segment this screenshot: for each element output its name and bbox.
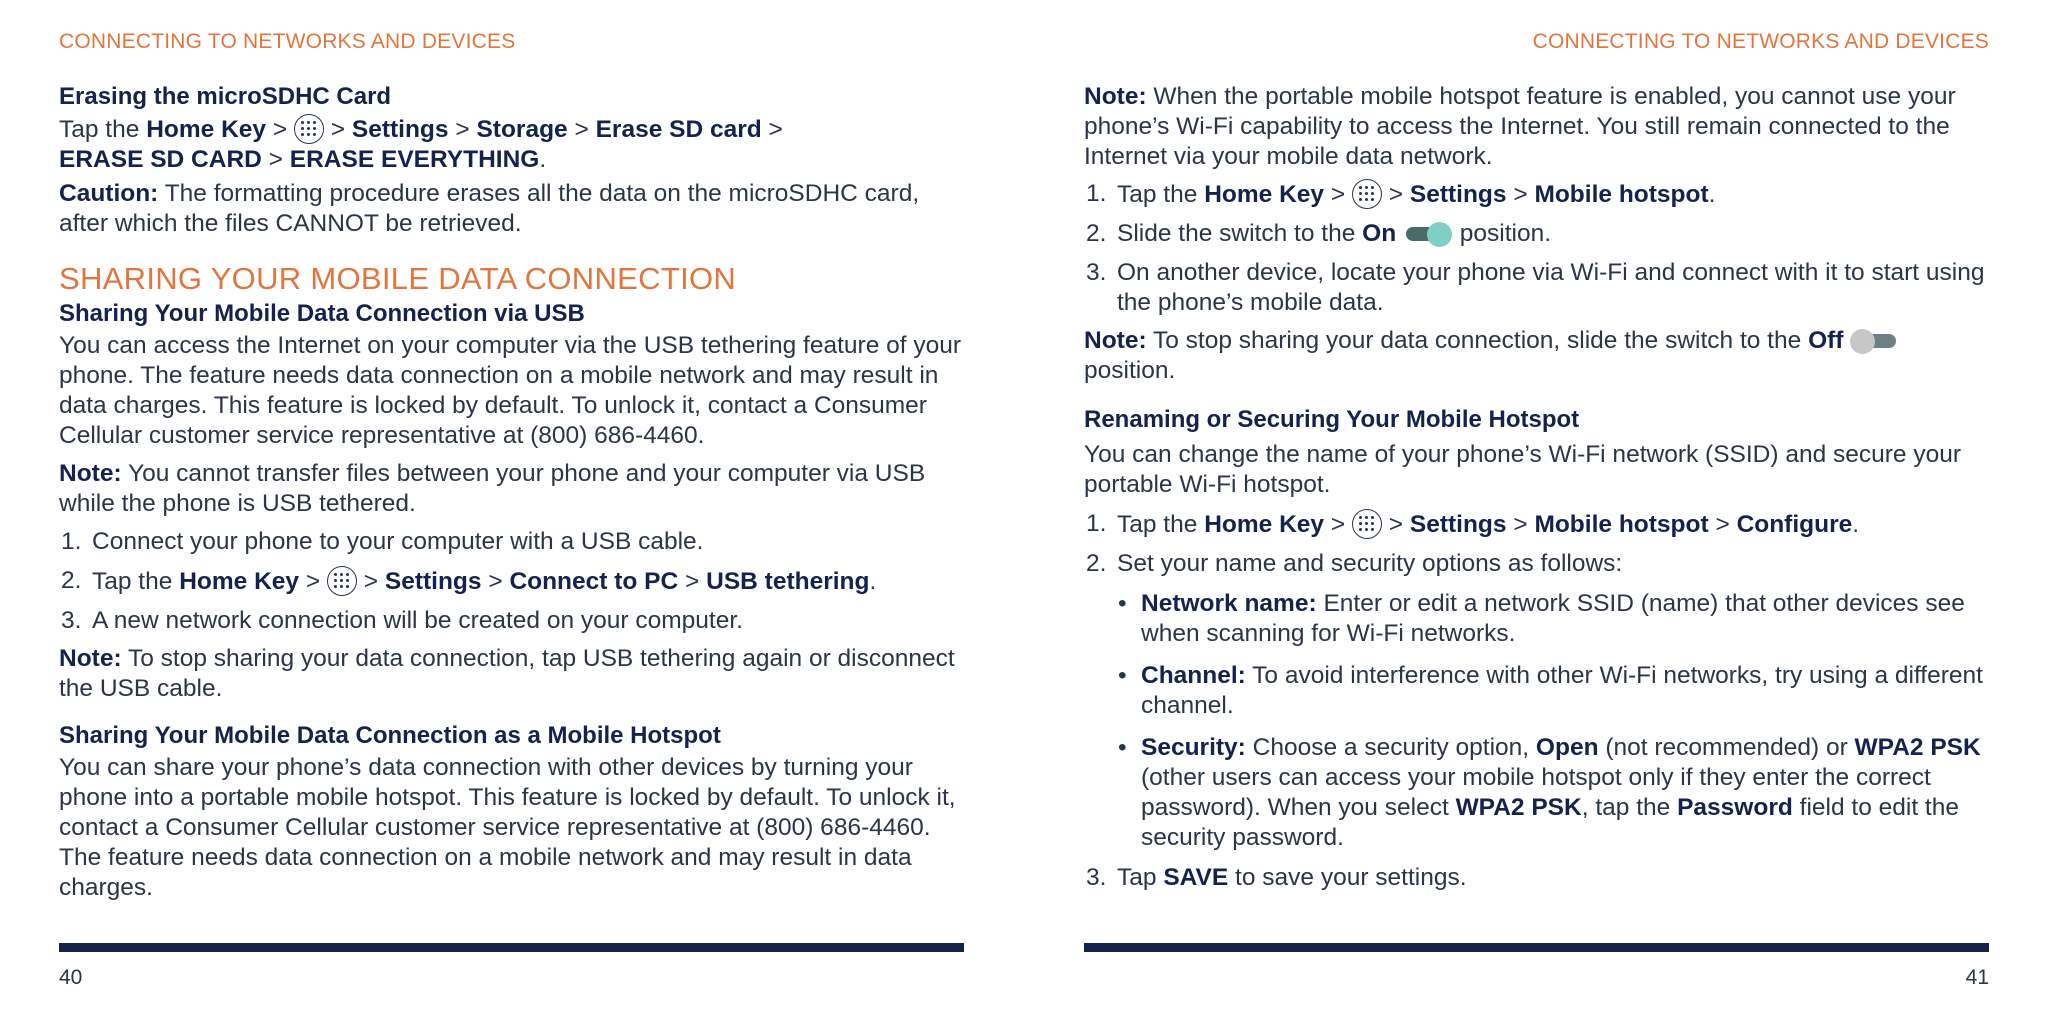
list-item: 1. Tap the Home Key > > Settings > Mobile hotspot.	[1086, 180, 1716, 208]
chapter-section-title: SHARING YOUR MOBILE DATA CONNECTION	[59, 261, 737, 296]
caution-paragraph: Caution: The formatting procedure erases all the data on the microSDHC card, after which the files CANNOT be retrieved.	[59, 180, 920, 237]
footer-rule	[59, 943, 964, 952]
note-paragraph: Note: When the portable mobile hotspot feature is enabled, you cannot use your phone’s Wi-Fi capability to access the Internet. You still remain connected to the Internet via your mobile data network.	[1084, 83, 1956, 170]
steps-list	[1084, 509, 1989, 579]
section-heading: Sharing Your Mobile Data Connection as a Mobile Hotspot	[59, 722, 721, 749]
running-head: CONNECTING TO NETWORKS AND DEVICES	[59, 30, 516, 53]
list-item: 3. On another device, locate your phone via Wi-Fi and connect with it to start using the phone’s mobile data.	[1086, 259, 1985, 316]
list-item: • Network name: Enter or edit a network SSID (name) that other devices see when scanning for Wi-Fi networks.	[1118, 590, 1965, 647]
apps-grid-icon	[1352, 509, 1382, 539]
bullet-list	[1084, 589, 1989, 853]
list-item: 2. Set your name and security options as follows:	[1086, 550, 1623, 577]
note-paragraph: Note: To stop sharing your data connection, tap USB tethering again or disconnect the USB cable.	[59, 645, 955, 702]
footer-rule	[1084, 943, 1989, 952]
note-paragraph: Note: To stop sharing your data connection, slide the switch to the Off position.	[1084, 326, 1989, 386]
right-page	[1084, 0, 1989, 1024]
list-item: 3. Tap SAVE to save your settings.	[1086, 864, 1467, 891]
apps-grid-icon	[1352, 179, 1382, 209]
section-heading: Erasing the microSDHC Card	[59, 83, 392, 110]
note-paragraph: Note: You cannot transfer files between your phone and your computer via USB while the phone is USB tethered.	[59, 460, 926, 517]
left-page	[59, 0, 964, 1024]
list-item: 1. Tap the Home Key > > Settings > Mobile hotspot > Configure.	[1086, 510, 1860, 538]
steps-list	[1084, 863, 1989, 893]
toggle-off-icon	[1850, 328, 1900, 354]
list-item: 1. Connect your phone to your computer with a USB cable.	[61, 528, 704, 555]
section-heading: Renaming or Securing Your Mobile Hotspot	[1084, 406, 1580, 433]
steps-list	[1084, 179, 1989, 318]
paragraph: You can access the Internet on your computer via the USB tethering feature of your phone. The feature needs data connection on a mobile network and may result in data charges. This feature is locked by default. To unlock it, contact a Consumer Cellular customer service representative at (800) 686-4460.	[59, 332, 962, 449]
running-head: CONNECTING TO NETWORKS AND DEVICES	[1532, 30, 1989, 53]
paragraph: You can change the name of your phone’s Wi-Fi network (SSID) and secure your portable Wi-Fi hotspot.	[1084, 441, 1962, 498]
toggle-on-icon	[1403, 221, 1453, 247]
left-content	[59, 82, 964, 903]
list-item: 2. Tap the Home Key > > Settings > Connect to PC > USB tethering.	[61, 567, 877, 595]
apps-grid-icon	[327, 566, 357, 596]
apps-grid-icon	[294, 114, 324, 144]
list-item: • Security: Choose a security option, Open (not recommended) or WPA2 PSK (other users can access your mobile hotspot only if they enter the correct password). When you select WPA2 PSK, tap the Password field to edit the security password.	[1118, 734, 1981, 851]
page-number: 41	[1965, 966, 1989, 989]
list-item: 2. Slide the switch to the On position.	[1086, 220, 1552, 247]
paragraph: Tap the Home Key > > Settings > Storage > Erase SD card > ERASE SD CARD > ERASE EVERYTHING.	[59, 116, 783, 173]
list-item: • Channel: To avoid interference with other Wi-Fi networks, try using a different channel.	[1118, 662, 1983, 719]
right-content	[1084, 82, 1989, 893]
paragraph: You can share your phone’s data connection with other devices by turning your phone into a portable mobile hotspot. This feature is locked by default. To unlock it, contact a Consumer Cellular customer service representative at (800) 686-4460. The feature needs data connection on a mobile network and may result in data charges.	[59, 754, 956, 901]
page-number: 40	[59, 966, 83, 989]
section-heading: Sharing Your Mobile Data Connection via USB	[59, 300, 585, 327]
steps-list	[59, 527, 964, 636]
list-item: 3. A new network connection will be created on your computer.	[61, 607, 743, 634]
